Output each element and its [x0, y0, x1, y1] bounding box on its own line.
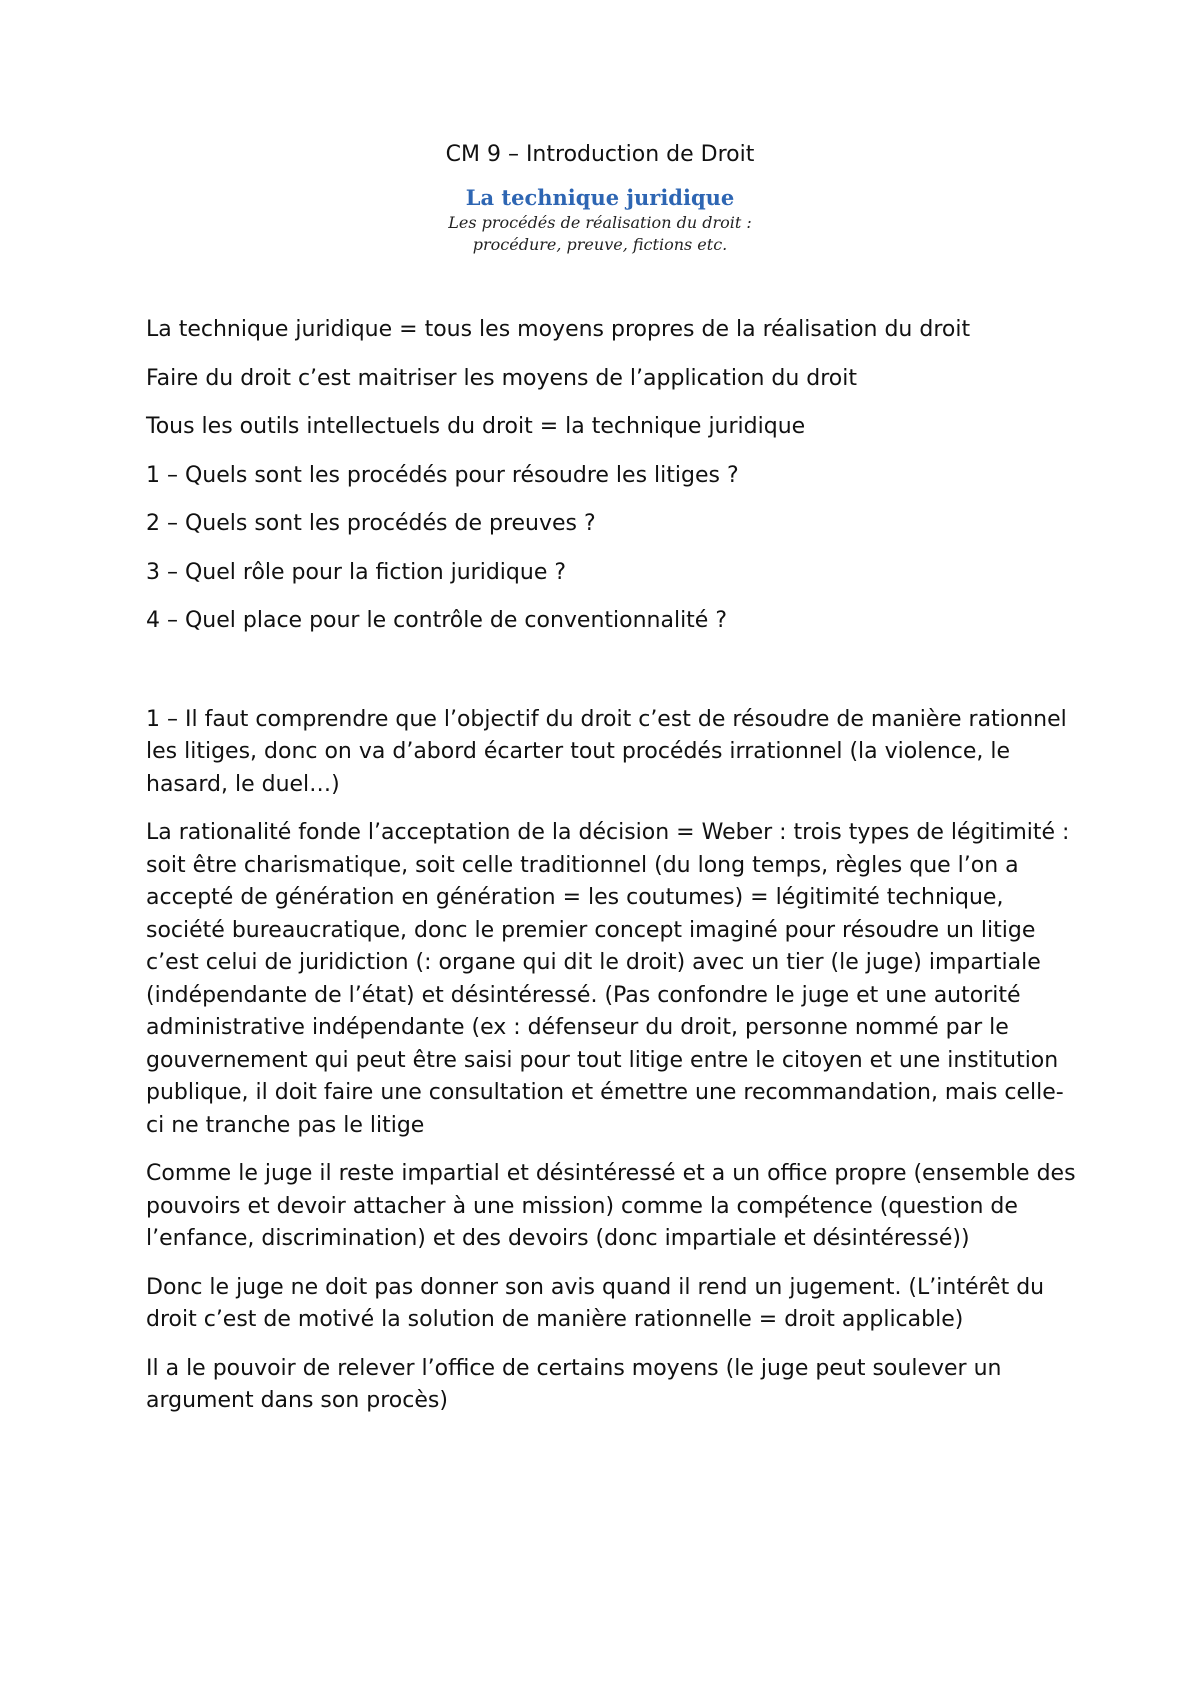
blank-line: [146, 654, 1076, 704]
question-item: 1 – Quels sont les procédés pour résoudre les litiges ?: [146, 462, 739, 488]
intro-paragraph: Faire du droit c’est maitriser les moyens de l’application du droit: [146, 365, 858, 391]
intro-paragraph: La technique juridique = tous les moyens propres de la réalisation du droit: [146, 317, 971, 342]
section-subtitle-line-2: procédure, preuve, fictions etc.: [472, 235, 728, 254]
body-paragraph: Il a le pouvoir de relever l’office de certains moyens (le juge peut soulever un argument dans son procès): [146, 1355, 1002, 1413]
section-subtitle-line-1: Les procédés de réalisation du droit :: [448, 213, 752, 232]
body-paragraph: 1 – Il faut comprendre que l’objectif du droit c’est de résoudre de manière rationnel les litiges, donc on va d’abord écarter tout procédés irrationnel (la violence, le hasard, le duel…): [146, 706, 1067, 797]
intro-paragraph: Tous les outils intellectuels du droit = la technique juridique: [146, 414, 806, 439]
question-item: 4 – Quel place pour le contrôle de conventionnalité ?: [146, 608, 728, 633]
body-paragraph: Comme le juge il reste impartial et désintéressé et a un office propre (ensemble des pouvoirs et devoir attacher à une mission) comme la compétence (question de l’enfance, discrimination) et des devoirs (donc impartiale et désintéressé)): [146, 1161, 1076, 1251]
page-title: CM 9 – Introduction de Droit: [445, 142, 755, 167]
section-heading: La technique juridique: [465, 185, 735, 210]
document-header: [0, 140, 1200, 256]
body-paragraph: Donc le juge ne doit pas donner son avis quand il rend un jugement. (L’intérêt du droit c’est de motivé la solution de manière rationnelle = droit applicable): [146, 1274, 1045, 1332]
question-item: 3 – Quel rôle pour la fiction juridique ?: [146, 559, 567, 585]
question-item: 2 – Quels sont les procédés de preuves ?: [146, 511, 596, 536]
body-paragraph: La rationalité fonde l’acceptation de la décision = Weber : trois types de légitimité : soit être charismatique, soit celle traditionnel (du long temps, règles que l’on a accepté de génération en génération = les coutumes) = légitimité technique, société bureaucratique, donc le premier concept imaginé pour résoudre un litige c’est celui de juridiction (: organe qui dit le droit) avec un tier (le juge) impartiale (indépendante de l’état) et désintéressé. (Pas confondre le juge et une autorité administrative indépendante (ex : défenseur du droit, personne nommé par le gouvernement qui peut être saisi pour tout litige entre le citoyen et une institution publique, il doit faire une consultation et émettre une recommandation, mais celle-ci ne tranche pas le litige: [146, 820, 1070, 1138]
document-body: [146, 314, 1076, 1434]
